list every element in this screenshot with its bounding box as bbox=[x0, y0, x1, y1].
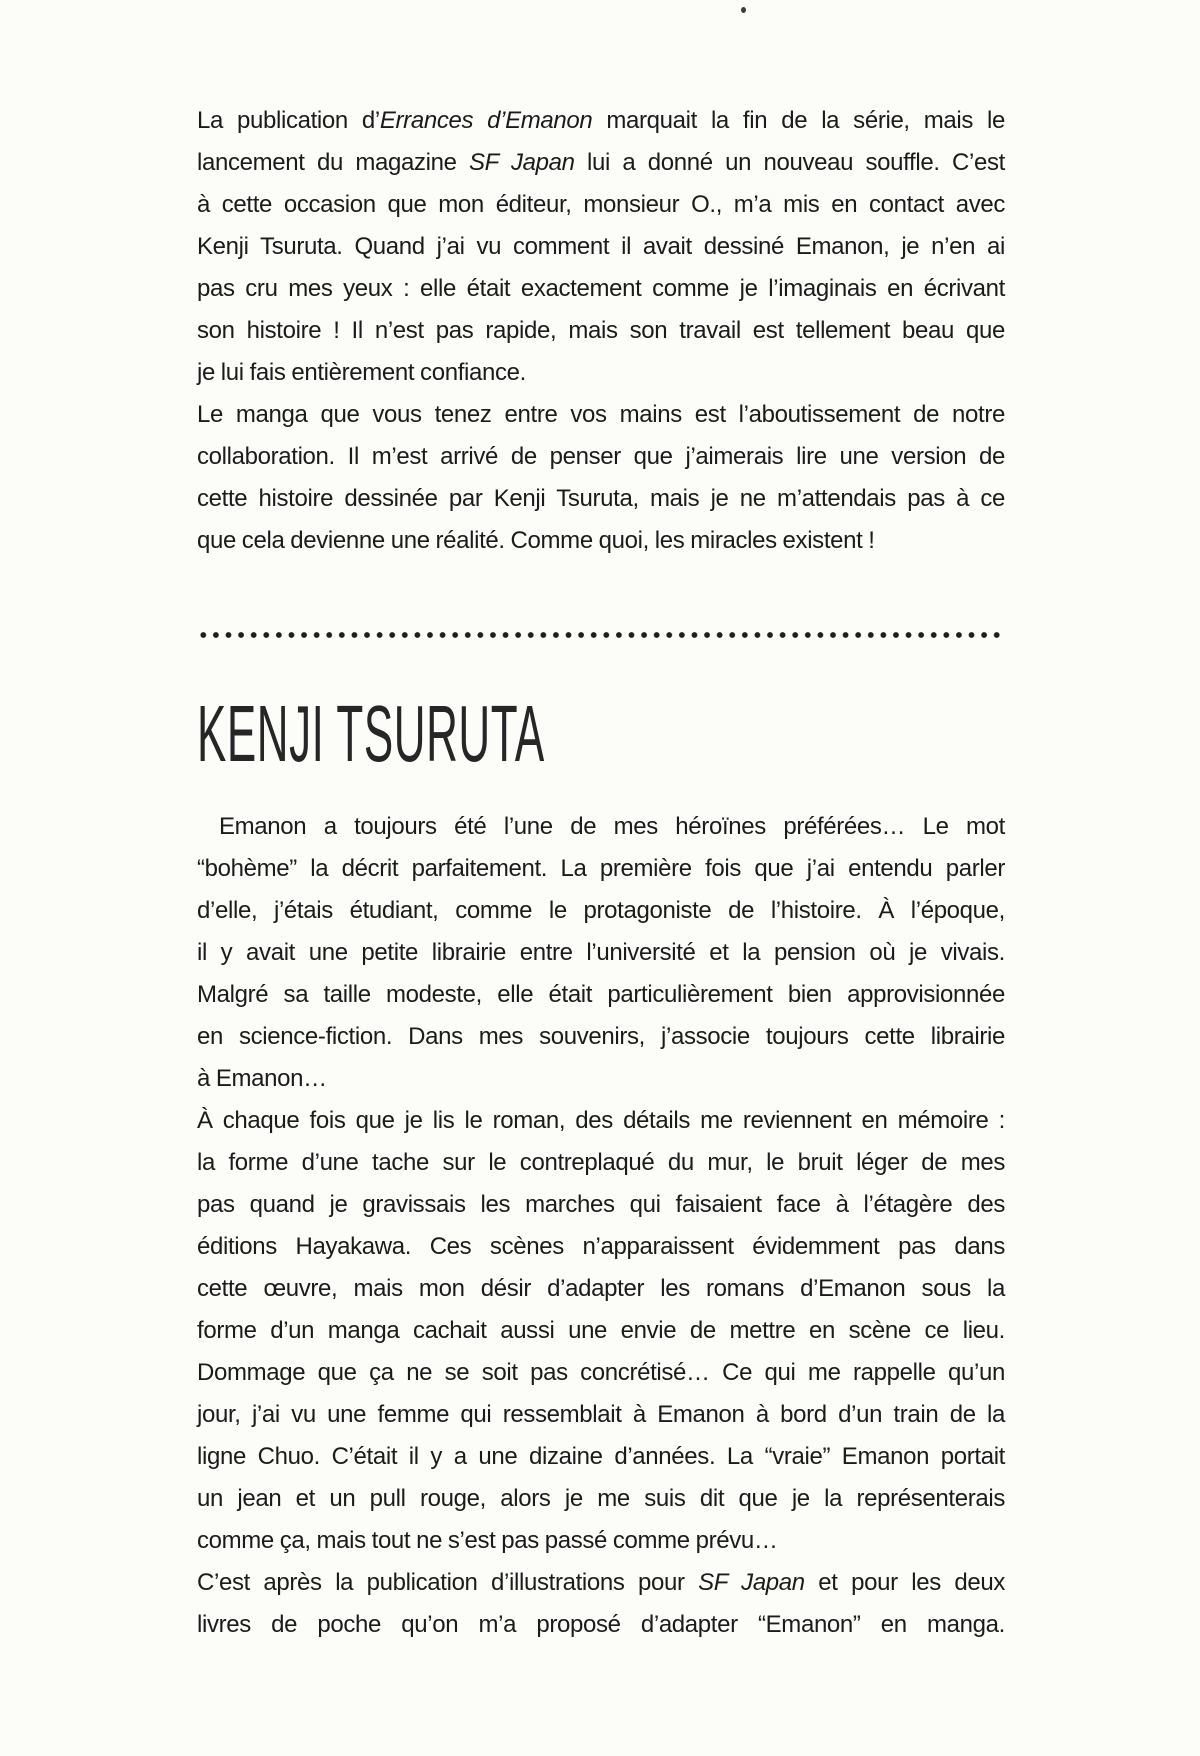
text-line: Emanon a toujours été l’une de mes héroïnes préférées… Le mot bbox=[219, 813, 1005, 840]
text-line: “bohème” la décrit parfaitement. La première fois que j’ai entendu parler bbox=[197, 855, 1005, 882]
text-line: La publication d’Errances d’Emanon marquait la fin de la série, mais le bbox=[197, 107, 1005, 134]
text-line: collaboration. Il m’est arrivé de penser que j’aimerais lire une version de bbox=[197, 443, 1005, 470]
section-heading: KENJI TSURUTA bbox=[197, 689, 545, 778]
dotted-divider bbox=[197, 630, 1003, 640]
text-line: son histoire ! Il n’est pas rapide, mais son travail est tellement beau que bbox=[197, 317, 1005, 344]
text-line: que cela devienne une réalité. Comme quoi, les miracles existent ! bbox=[197, 527, 875, 554]
scan-speck bbox=[741, 7, 746, 13]
text-line: Kenji Tsuruta. Quand j’ai vu comment il avait dessiné Emanon, je n’en ai bbox=[197, 233, 1005, 260]
text-line: cette histoire dessinée par Kenji Tsuruta, mais je ne m’attendais pas à ce bbox=[197, 485, 1005, 512]
text-line: à cette occasion que mon éditeur, monsieur O., m’a mis en contact avec bbox=[197, 191, 1005, 218]
intro-paragraph bbox=[197, 100, 1005, 562]
text-line: comme ça, mais tout ne s’est pas passé comme prévu… bbox=[197, 1527, 778, 1554]
text-line: ligne Chuo. C’était il y a une dizaine d’années. La “vraie” Emanon portait bbox=[197, 1443, 1005, 1470]
text-line: éditions Hayakawa. Ces scènes n’apparaissent évidemment pas dans bbox=[197, 1233, 1005, 1260]
text-line: d’elle, j’étais étudiant, comme le protagoniste de l’histoire. À l’époque, bbox=[197, 897, 1005, 924]
italic-text: SF Japan bbox=[698, 1569, 805, 1596]
text-line: il y avait une petite librairie entre l’université et la pension où je vivais. bbox=[197, 939, 1005, 966]
text-line: Le manga que vous tenez entre vos mains est l’aboutissement de notre bbox=[197, 401, 1005, 428]
text-line: forme d’un manga cachait aussi une envie de mettre en scène ce lieu. bbox=[197, 1317, 1005, 1344]
text-line: jour, j’ai vu une femme qui ressemblait à Emanon à bord d’un train de la bbox=[197, 1401, 1005, 1428]
interview-paragraph bbox=[197, 806, 1005, 1646]
text-line: Dommage que ça ne se soit pas concrétisé… Ce qui me rappelle qu’un bbox=[197, 1359, 1005, 1386]
text-line: la forme d’une tache sur le contreplaqué du mur, le bruit léger de mes bbox=[197, 1149, 1005, 1176]
text-line: pas cru mes yeux : elle était exactement comme je l’imaginais en écrivant bbox=[197, 275, 1005, 302]
text-line: à Emanon… bbox=[197, 1065, 327, 1092]
text-line: un jean et un pull rouge, alors je me suis dit que je la représenterais bbox=[197, 1485, 1005, 1512]
italic-text: SF Japan bbox=[469, 149, 575, 176]
text-line: en science-fiction. Dans mes souvenirs, j’associe toujours cette librairie bbox=[197, 1023, 1005, 1050]
text-line: cette œuvre, mais mon désir d’adapter les romans d’Emanon sous la bbox=[197, 1275, 1005, 1302]
text-line: je lui fais entièrement confiance. bbox=[197, 359, 526, 386]
text-line: lancement du magazine SF Japan lui a donné un nouveau souffle. C’est bbox=[197, 149, 1005, 176]
text-line: Malgré sa taille modeste, elle était particulièrement bien approvisionnée bbox=[197, 981, 1005, 1008]
italic-text: Errances d’Emanon bbox=[379, 107, 593, 134]
text-line: livres de poche qu’on m’a proposé d’adapter “Emanon” en manga. bbox=[197, 1611, 1005, 1638]
text-line: À chaque fois que je lis le roman, des détails me reviennent en mémoire : bbox=[197, 1107, 1005, 1134]
text-line: C’est après la publication d’illustrations pour SF Japan et pour les deux bbox=[197, 1569, 1005, 1596]
text-line: pas quand je gravissais les marches qui faisaient face à l’étagère des bbox=[197, 1191, 1005, 1218]
